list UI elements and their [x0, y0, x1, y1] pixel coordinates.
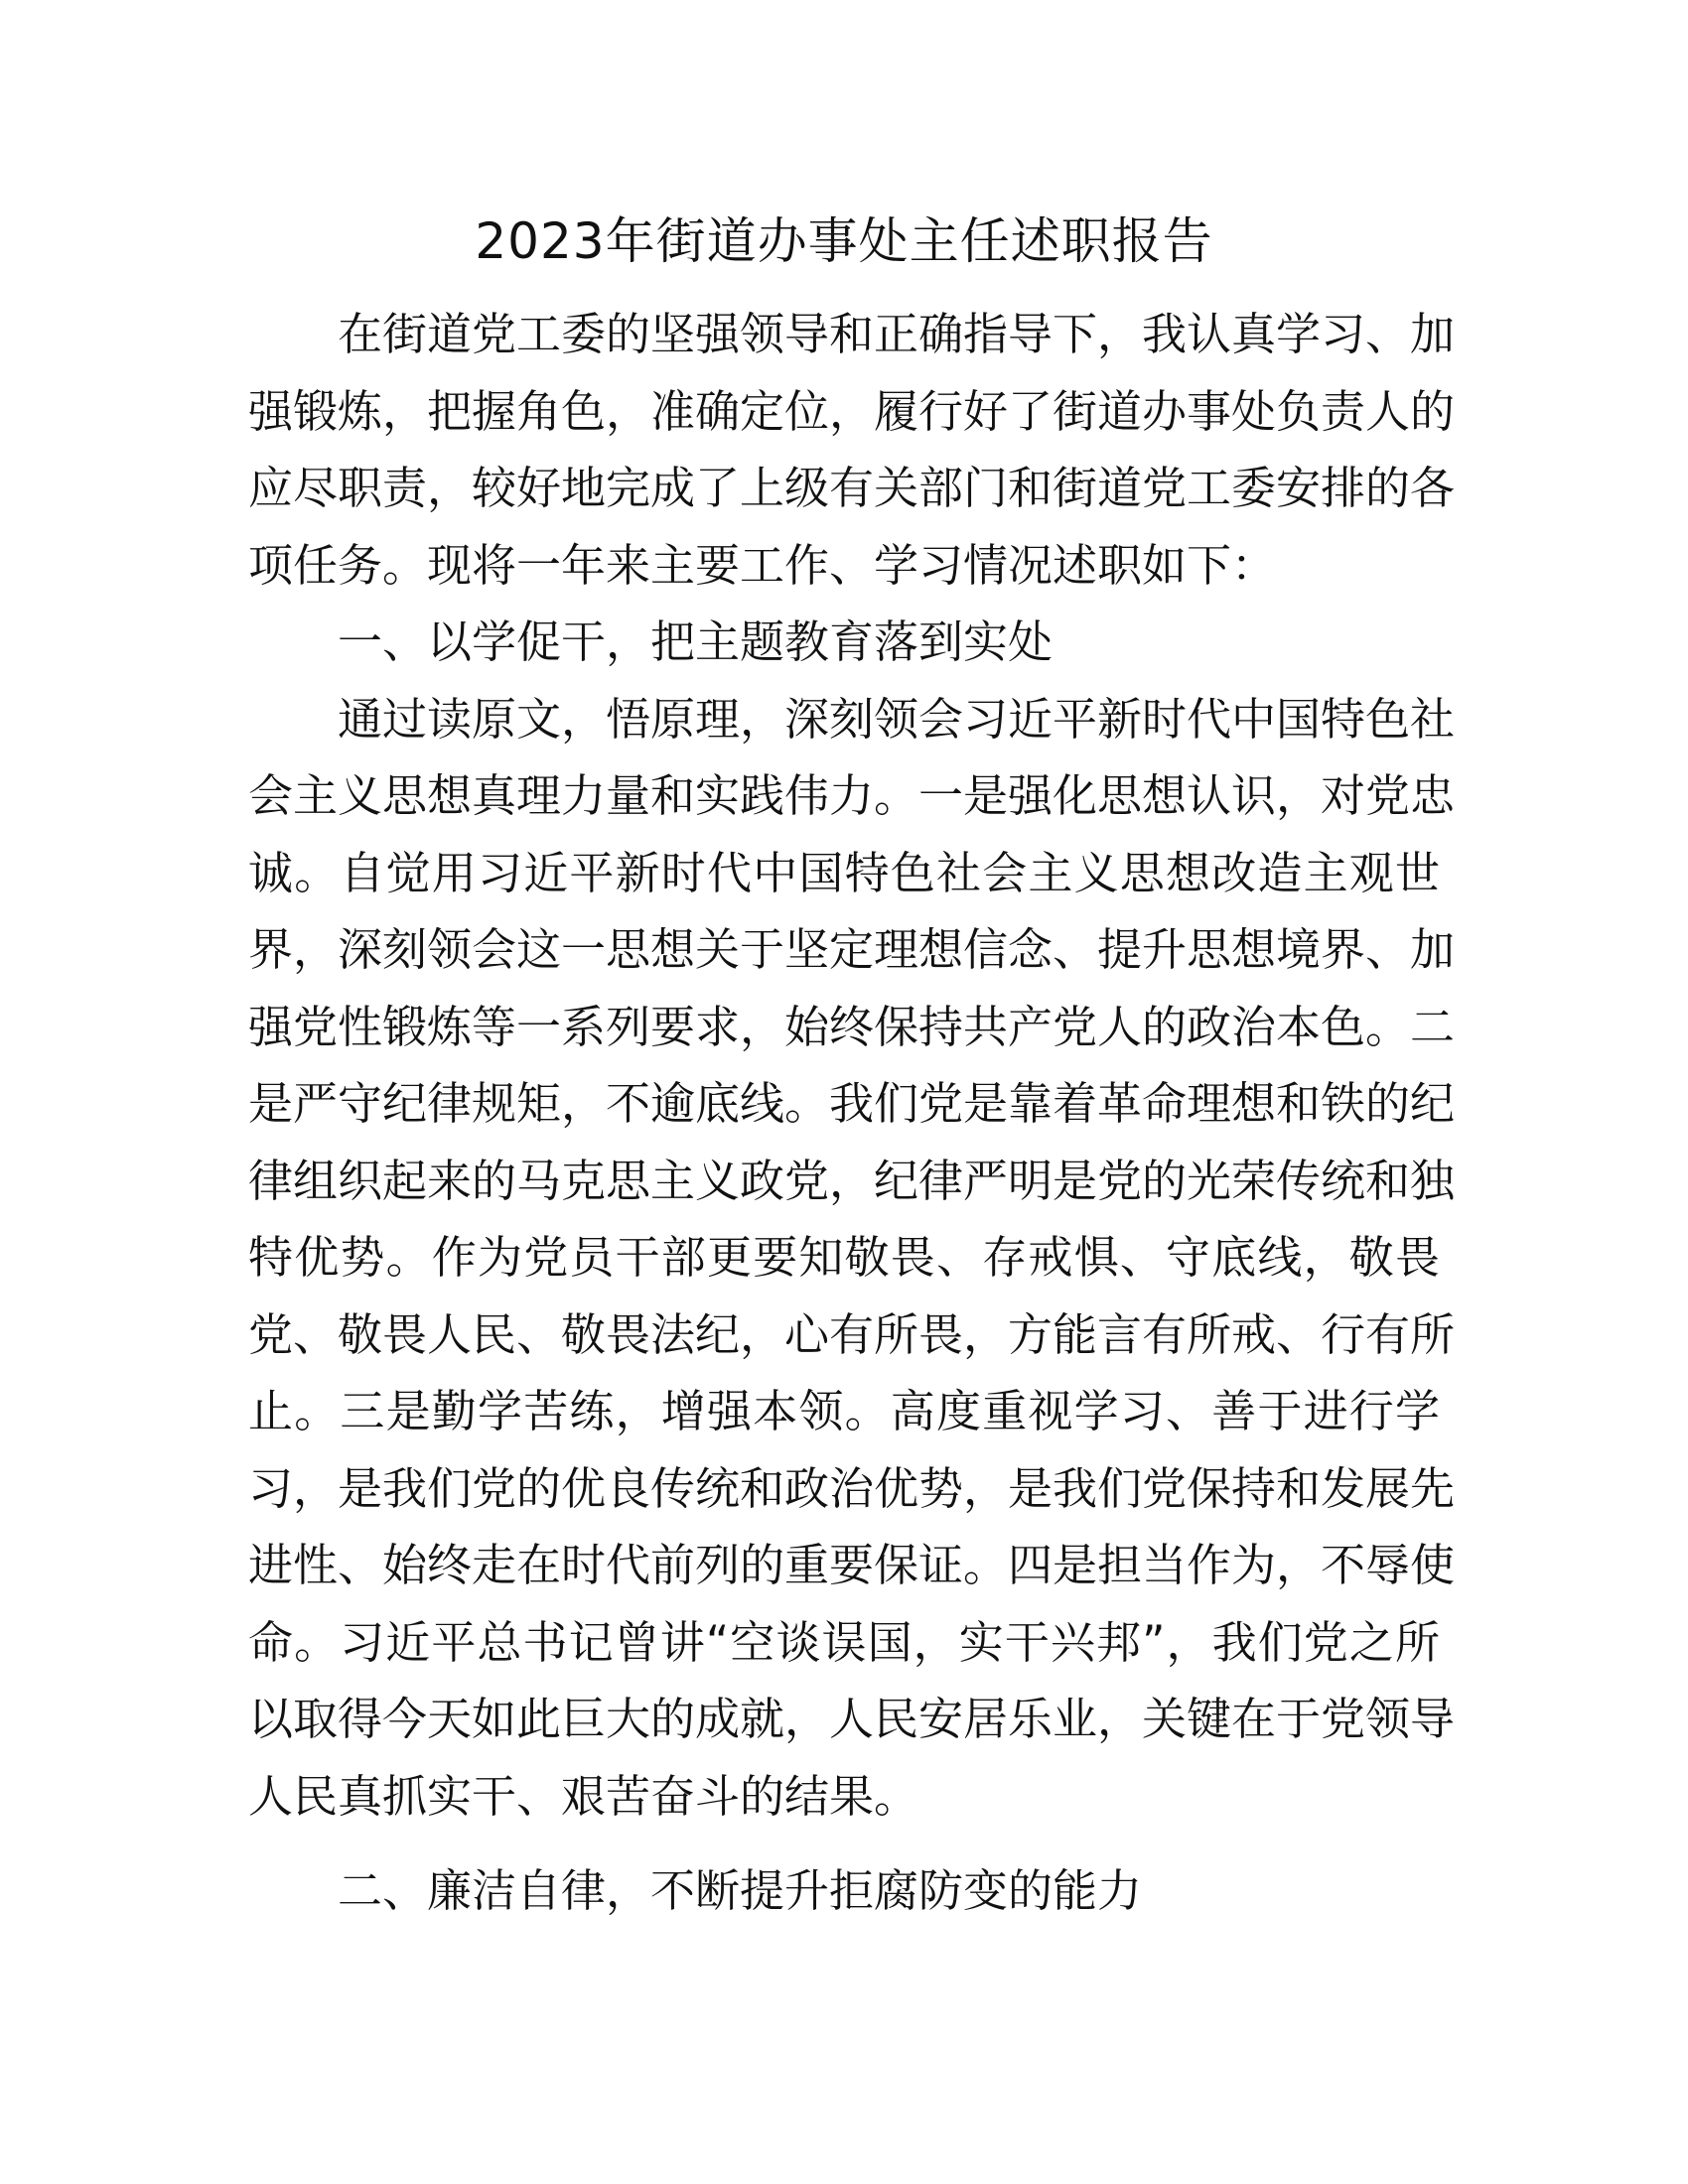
paragraph-line: 律组织起来的马克思主义政党，纪律严明是党的光荣传统和独	[248, 1154, 1456, 1207]
section-heading: 一、以学促干，把主题教育落到实处	[338, 615, 1054, 668]
paragraph-line: 会主义思想真理力量和实践伟力。一是强化思想认识，对党忠	[248, 769, 1456, 822]
paragraph-line: 党、敬畏人民、敬畏法纪，心有所畏，方能言有所戒、行有所	[248, 1307, 1456, 1361]
paragraph-line: 特优势。作为党员干部更要知敬畏、存戒惧、守底线，敬畏	[248, 1231, 1440, 1284]
paragraph-line: 人民真抓实干、艰苦奋斗的结果。	[248, 1769, 919, 1823]
paragraph-line: 强党性锻炼等一系列要求，始终保持共产党人的政治本色。二	[248, 1000, 1456, 1053]
paragraph-spacer	[248, 1835, 1440, 1852]
paragraph-line: 习，是我们党的优良传统和政治优势，是我们党保持和发展先	[248, 1461, 1456, 1515]
paragraph-line: 是严守纪律规矩，不逾底线。我们党是靠着革命理想和铁的纪	[248, 1077, 1456, 1130]
paragraph-line: 以取得今天如此巨大的成就，人民安居乐业，关键在于党领导	[248, 1693, 1456, 1745]
paragraph-line: 止。三是勤学苦练，增强本领。高度重视学习、善于进行学	[248, 1385, 1440, 1437]
paragraph-line: 强锻炼，把握角色，准确定位，履行好了街道办事处负责人的	[248, 384, 1456, 438]
page-title: 2023年街道办事处主任述职报告	[475, 212, 1213, 270]
paragraph-line: 项任务。现将一年来主要工作、学习情况述职如下：	[248, 538, 1277, 592]
paragraph-line: 应尽职责，较好地完成了上级有关部门和街道党工委安排的各	[248, 462, 1456, 514]
paragraph-line: 在街道党工委的坚强领导和正确指导下，我认真学习、加	[338, 308, 1456, 360]
paragraph-line: 诚。自觉用习近平新时代中国特色社会主义思想改造主观世	[248, 846, 1440, 899]
paragraph-line: 界，深刻领会这一思想关于坚定理想信念、提升思想境界、加	[248, 923, 1456, 976]
section-heading: 二、廉洁自律，不断提升拒腐防变的能力	[338, 1864, 1143, 1917]
paragraph-line: 命。习近平总书记曾讲“空谈误国，实干兴邦”，我们党之所	[248, 1615, 1440, 1669]
paragraph-line: 进性、始终走在时代前列的重要保证。四是担当作为，不辱使	[248, 1539, 1456, 1591]
document-body	[248, 296, 1456, 1930]
paragraph-line: 通过读原文，悟原理，深刻领会习近平新时代中国特色社	[338, 692, 1456, 746]
